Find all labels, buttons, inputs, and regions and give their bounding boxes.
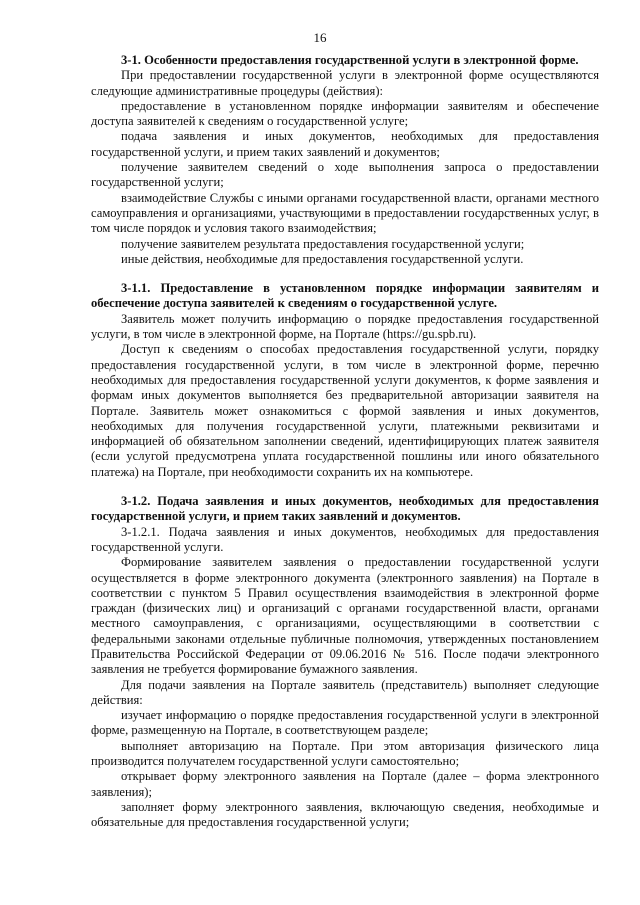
paragraph: взаимодействие Службы с иными органами государственной власти, органами местного самоуправления и организациями, участвующими в предоставлении государственных услуг, в том числе порядок и условия такого взаимодействия;	[91, 190, 599, 236]
paragraph: заполняет форму электронного заявления, включающую сведения, необходимые и обязательные для предоставления государственной услуги;	[91, 799, 599, 830]
paragraph: получение заявителем результата предоставления государственной услуги;	[121, 236, 525, 251]
paragraph: подача заявления и иных документов, необходимых для предоставления государственной услуги, и прием таких заявлений и документов;	[91, 129, 599, 159]
section-3-1-1	[91, 281, 599, 480]
section-heading: 3-1.2. Подача заявления и иных документов, необходимых для предоставления государственной услуги, и прием таких заявлений и документов.	[91, 494, 599, 524]
paragraph: 3-1.2.1. Подача заявления и иных документов, необходимых для предоставления государственной услуги.	[91, 524, 599, 554]
section-3-1	[91, 53, 599, 267]
paragraph: выполняет авторизацию на Портале. При этом авторизация физического лица производится получателем государственной услуги самостоятельно;	[91, 738, 599, 769]
section-heading: 3-1. Особенности предоставления государственной услуги в электронной форме.	[121, 53, 579, 67]
section-heading: 3-1.1. Предоставление в установленном порядке информации заявителям и обеспечение доступа заявителей к сведениям о государственной услуге.	[91, 281, 599, 311]
section-3-1-2	[91, 494, 599, 831]
paragraph: Для подачи заявления на Портале заявитель (представитель) выполняет следующие действия:	[91, 677, 599, 707]
page-number: 16	[313, 30, 327, 45]
paragraph: открывает форму электронного заявления на Портале (далее – форма электронного заявления);	[91, 769, 599, 799]
paragraph: Формирование заявителем заявления о предоставлении государственной услуги осуществляется в форме электронного документа (электронного заявления) на Портале в соответствии с пунктом 5 Правил осуществления взаимодействия в электронной форме граждан (физических лиц) и организаций с органами государственной власти, органами местного самоуправления, с организациями, осуществляющими в соответствии с федеральными законами отдельные публичные полномочия, утвержденных постановлением Правительства Российской Федерации от 09.06.2016 № 516. После подачи электронного заявления не требуется формирование бумажного заявления.	[91, 555, 599, 677]
paragraph: изучает информацию о порядке предоставления государственной услуги в электронной форме, размещенную на Портале, в соответствующем разделе;	[91, 708, 599, 738]
paragraph: Заявитель может получить информацию о порядке предоставления государственной услуги, в том числе в электронной форме, на Портале (https://gu.spb.ru).	[91, 311, 599, 342]
paragraph: получение заявителем сведений о ходе выполнения запроса о предоставлении государственной услуги;	[91, 160, 599, 190]
paragraph: Доступ к сведениям о способах предоставления государственной услуги, порядку предоставления государственной услуги, в том числе в электронной форме, перечню необходимых для предоставления государственной услуги документов, к форме заявления и формам иных документов выполняется без предварительной авторизации заявителя на Портале. Заявитель может ознакомиться с формой заявления и иных документов, необходимых для получения государственной услуги, платежными реквизитами и информацией об обязательном заполнении сведений, идентифицирующих платеж заявителя (если услугой предусмотрена уплата государственной пошлины или иного обязательного платежа) на Портале, при необходимости сохранить их на компьютере.	[91, 342, 599, 479]
paragraph: иные действия, необходимые для предоставления государственной услуги.	[121, 251, 524, 266]
paragraph: При предоставлении государственной услуги в электронной форме осуществляются следующие административные процедуры (действия):	[91, 68, 599, 98]
paragraph: предоставление в установленном порядке информации заявителям и обеспечение доступа заявителей к сведениям о государственной услуге;	[91, 98, 599, 129]
page-content	[91, 53, 599, 831]
